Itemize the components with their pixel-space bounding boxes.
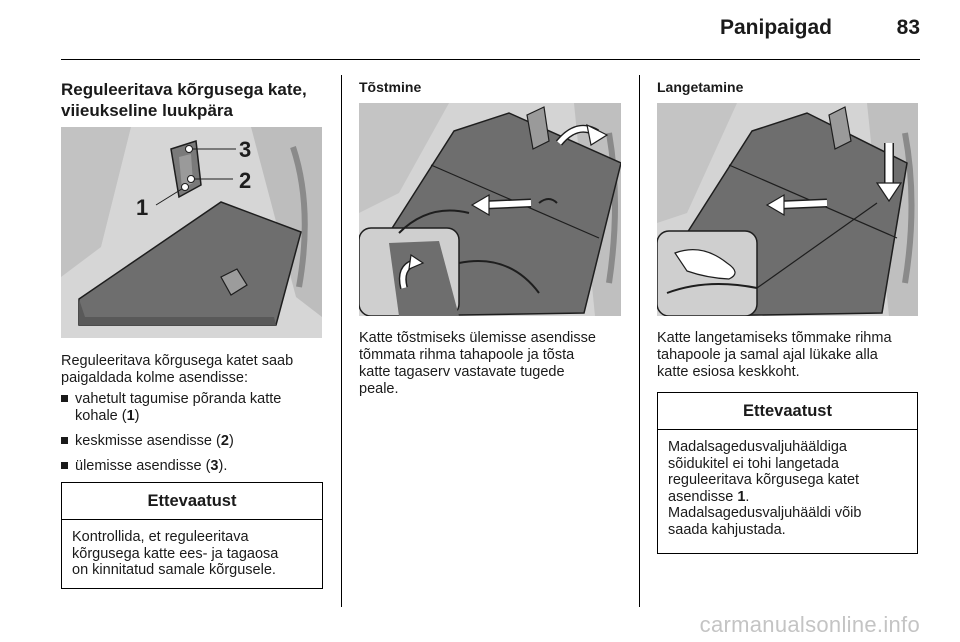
section-title — [61, 79, 307, 121]
section-title-line-1: Reguleeritava kõrgusega kate, — [61, 80, 307, 99]
list-item: vahetult tagumise põranda katte kohale (1) — [61, 391, 331, 425]
caution-title: Ettevaatust — [62, 483, 322, 520]
column-divider-1 — [341, 75, 342, 607]
watermark: carmanualsonline.info — [699, 612, 920, 637]
callout-3: 3 — [239, 137, 252, 162]
caution-box-right — [657, 392, 918, 554]
figure-cover-positions — [61, 127, 322, 338]
caution-body: Madalsagedusvaljuhääldiga sõidukitel ei tohi langetada reguleeritava kõrgusega katet asendisse 1. Madalsagedusvaljuhääldi võib saada kahjustada. — [668, 439, 862, 538]
intro-line-2: paigaldada kolme asendisse: — [61, 370, 249, 386]
list-item: keskmisse asendisse (2) — [61, 433, 331, 450]
figure-lowering — [657, 103, 918, 316]
figure-raising — [359, 103, 621, 316]
header-title: Panipaigad — [719, 16, 832, 39]
page-number: 83 — [896, 16, 920, 39]
subtitle-raising: Tõstmine — [359, 79, 422, 95]
raising-paragraph: Katte tõstmiseks ülemisse asendisse tõmmata rihma tahapoole ja tõsta katte tagaserv vastavate tugede peale. — [359, 330, 596, 397]
intro-paragraph — [61, 353, 336, 387]
lowering-paragraph: Katte langetamiseks tõmmake rihma tahapoole ja samal ajal lükake alla katte esiosa keskkoht. — [657, 330, 892, 380]
list-item: ülemisse asendisse (3). — [61, 458, 331, 475]
callout-1: 1 — [136, 195, 149, 220]
section-title-line-2: viieukseline luukpära — [61, 101, 233, 120]
column-divider-2 — [639, 75, 640, 607]
caution-title: Ettevaatust — [658, 393, 917, 430]
callout-2: 2 — [239, 168, 252, 193]
bullet-square-icon — [61, 462, 68, 469]
header-rule — [61, 59, 920, 60]
bullet-square-icon — [61, 395, 68, 402]
caution-body: Kontrollida, et reguleeritava kõrgusega katte ees- ja tagaosa on kinnitatud samale kõrgusele. — [72, 529, 279, 578]
caution-box-left — [61, 482, 323, 589]
position-list — [61, 391, 331, 483]
bullet-square-icon — [61, 437, 68, 444]
intro-line-1: Reguleeritava kõrgusega katet saab — [61, 353, 294, 369]
subtitle-lowering: Langetamine — [657, 79, 744, 95]
